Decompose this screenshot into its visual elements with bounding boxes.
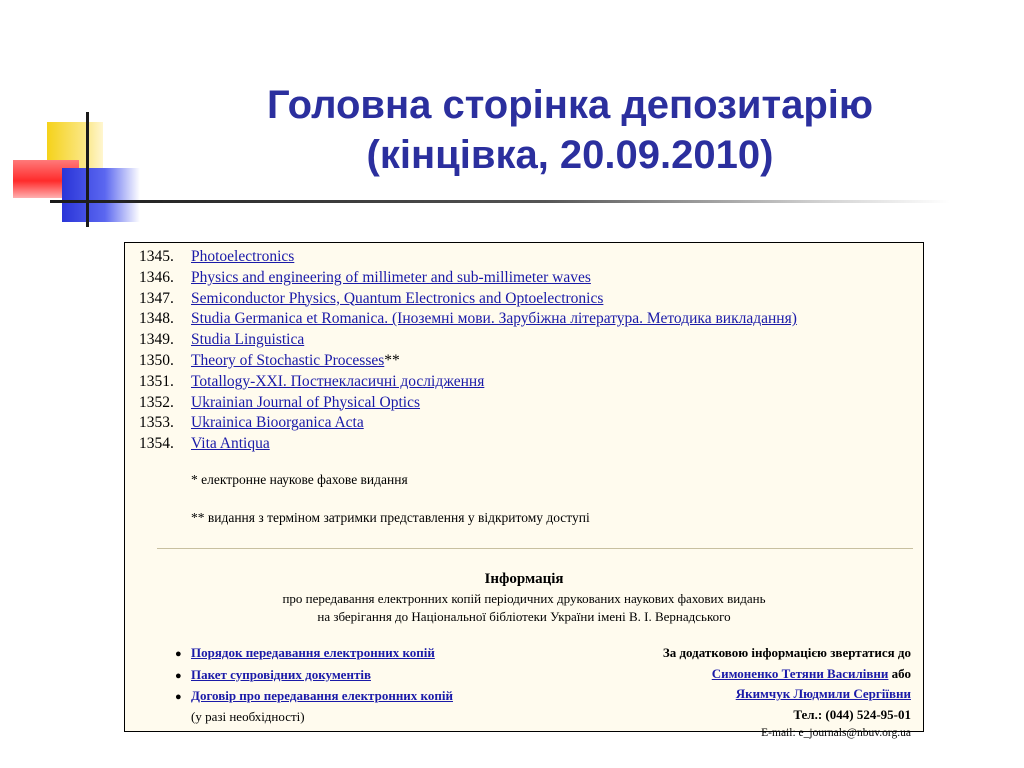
list-item: [175, 643, 453, 665]
list-item: [175, 686, 453, 708]
journal-link[interactable]: Totallogy-XXI. Постнекласичні дослідження: [191, 372, 485, 390]
footnote-electronic: * електронне наукове фахове видання: [191, 472, 408, 487]
journal-link[interactable]: Ukrainica Bioorganica Acta: [191, 414, 364, 432]
item-number: 1347.: [139, 289, 174, 307]
slide-title: [150, 80, 990, 180]
item-number: 1348.: [139, 310, 174, 328]
slide-title-line1: Головна сторінка депозитарію: [266, 83, 874, 127]
journal-link[interactable]: Studia Linguistica: [191, 331, 305, 349]
procedure-link[interactable]: Порядок передавання електронних копій: [191, 645, 435, 660]
list-item: [139, 351, 797, 372]
contact-person-link[interactable]: Симоненко Тетяни Василівни: [711, 665, 889, 681]
journal-list: [139, 247, 797, 455]
info-heading: Інформація: [484, 571, 564, 587]
info-line: на зберігання до Національної бібліотеки України імені В. І. Вернадського: [317, 609, 731, 624]
list-item: [139, 393, 797, 414]
contact-line: [663, 664, 911, 685]
list-item: [175, 665, 453, 687]
list-item: [139, 268, 797, 289]
journal-link[interactable]: Physics and engineering of millimeter and sub-millimeter waves: [191, 268, 591, 286]
footnote-delayed: ** видання з терміном затримки представлення у відкритому доступі: [191, 510, 590, 525]
item-number: 1350.: [139, 351, 174, 369]
item-number: 1345.: [139, 248, 174, 265]
bullet-icon: ●: [175, 669, 182, 682]
journal-link[interactable]: Ukrainian Journal of Physical Optics: [191, 393, 421, 411]
decorative-blue-square: [62, 168, 140, 222]
item-number: 1351.: [139, 372, 174, 390]
list-item: [139, 289, 797, 310]
decorative-horizontal-line: [50, 200, 950, 203]
divider: [157, 548, 913, 549]
list-item: [139, 309, 797, 330]
bullet-note: (у разі необхідності): [191, 708, 305, 724]
item-number: 1349.: [139, 331, 174, 349]
journal-link[interactable]: Photoelectronics: [191, 248, 295, 265]
list-item: [139, 330, 797, 351]
documents-package-link[interactable]: Пакет супровідних документів: [191, 666, 371, 682]
journal-link[interactable]: Vita Antiqua: [191, 435, 270, 453]
item-suffix: **: [384, 351, 400, 369]
contact-or: або: [888, 665, 911, 681]
bullet-icon: ●: [175, 691, 182, 703]
item-number: 1354.: [139, 435, 174, 453]
journal-link[interactable]: Studia Germanica et Romanica. (Іноземні мови. Зарубіжна література. Методика викладання): [191, 310, 797, 328]
document-links: [175, 643, 453, 726]
contact-person-link[interactable]: Якимчук Людмили Сергіївни: [735, 686, 911, 701]
list-item: [139, 247, 797, 268]
list-item: [139, 413, 797, 434]
bullet-icon: ●: [175, 648, 182, 660]
item-number: 1353.: [139, 414, 174, 432]
journal-link[interactable]: Semiconductor Physics, Quantum Electronics and Optoelectronics: [191, 289, 604, 307]
contact-heading: За додатковою інформацією звертатися до: [662, 645, 911, 660]
contact-block: [663, 643, 911, 741]
agreement-link[interactable]: Договір про передавання електронних копій: [191, 688, 453, 703]
journal-link[interactable]: Theory of Stochastic Processes: [191, 351, 385, 369]
list-item: [139, 372, 797, 393]
info-line: про передавання електронних копій періодичних друкованих наукових фахових видань: [282, 591, 766, 606]
item-number: 1352.: [139, 393, 174, 411]
list-item: [139, 434, 797, 455]
slide-title-line2: (кінцівка, 20.09.2010): [366, 133, 774, 177]
screenshot-panel: [124, 242, 924, 739]
contact-phone: Тел.: (044) 524-95-01: [793, 706, 911, 722]
contact-line: [663, 684, 911, 705]
contact-email: E-mail: e_journals@nbuv.org.ua: [761, 727, 911, 739]
item-number: 1346.: [139, 268, 174, 286]
decorative-vertical-line: [86, 112, 89, 227]
